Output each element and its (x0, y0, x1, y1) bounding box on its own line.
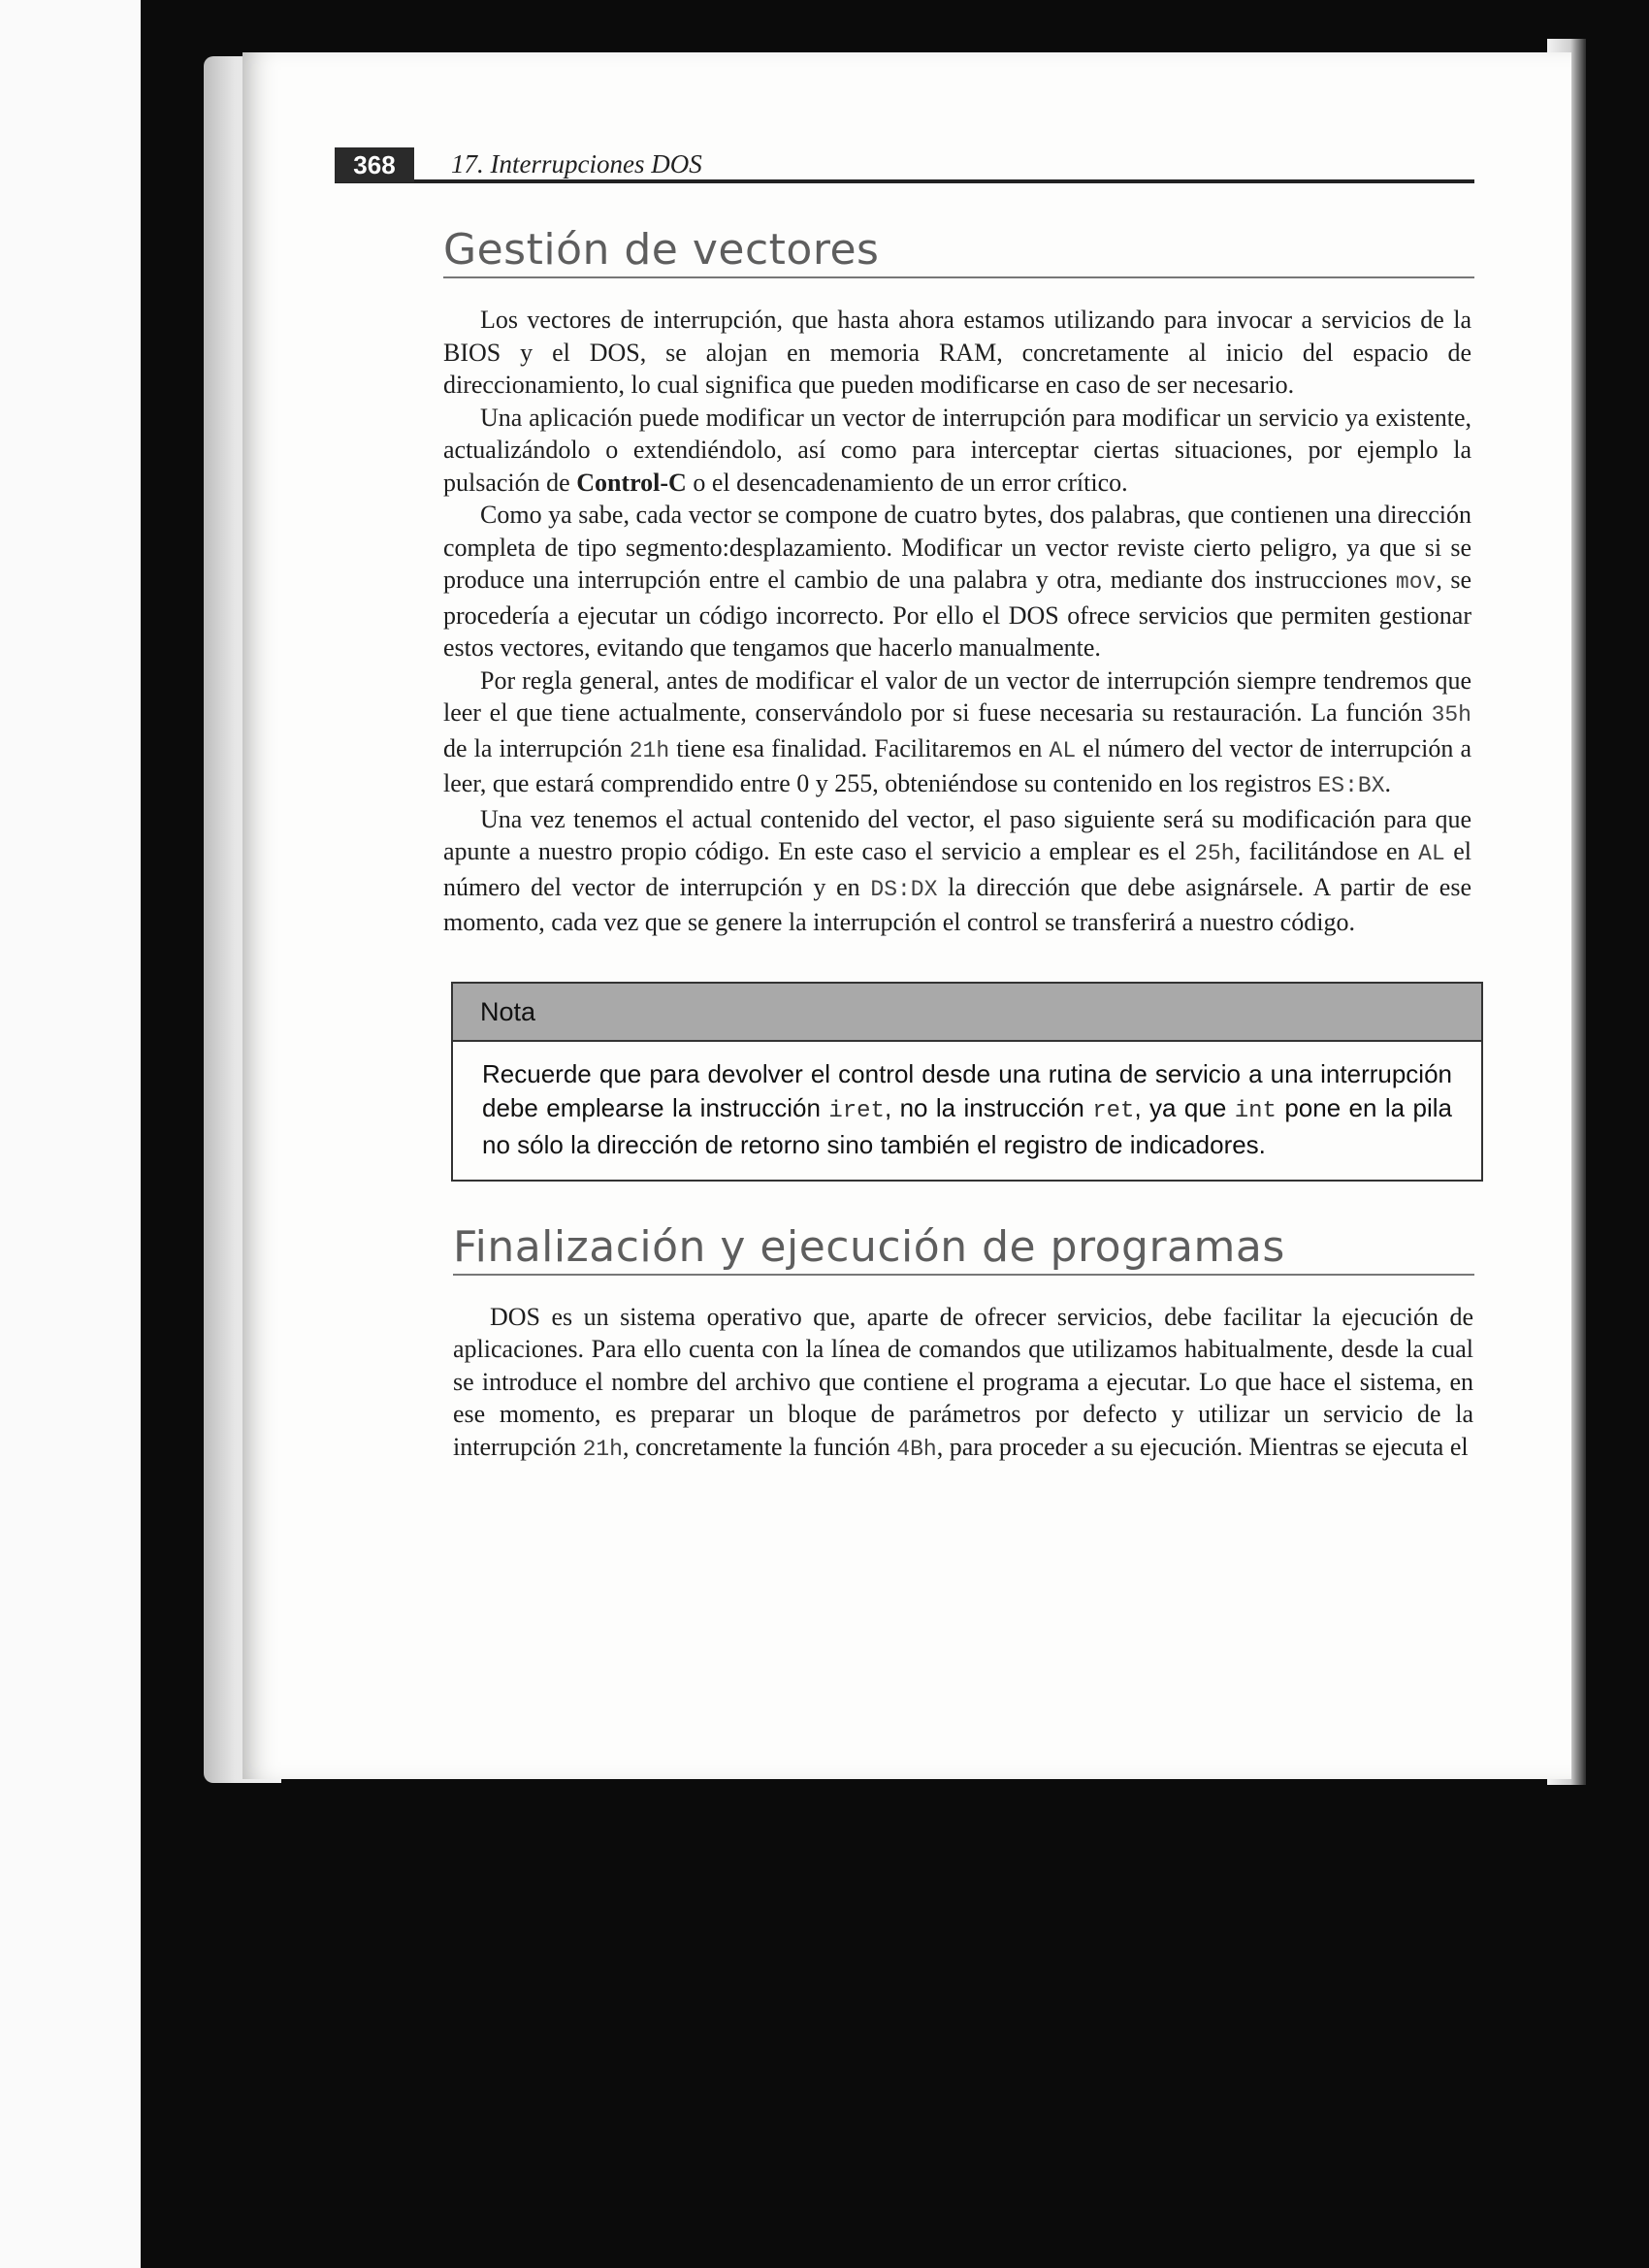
text: , facilitándose en (1234, 837, 1419, 865)
inline-code: DS:DX (870, 876, 938, 902)
paragraph (443, 304, 1471, 402)
text: o el desencadenamiento de un error crítico. (686, 468, 1128, 497)
inline-code: iret (828, 1097, 885, 1124)
inline-code: 35h (1431, 702, 1471, 728)
text: Por regla general, antes de modificar el valor de un vector de interrupción siempre tendremos que leer el que tiene actualmente, conservándolo por si fuese necesaria su restauración. La función (443, 665, 1471, 727)
text: Como ya sabe, cada vector se compone de cuatro bytes, dos palabras, que contienen una dirección completa de tipo segmento:desplazamiento. Modificar un vector reviste cierto peligro, ya que si se produce una interrupción entre el cambio de una palabra y otra, mediante dos instrucciones (443, 501, 1471, 594)
text: , se procedería a ejecutar un código incorrecto. Por ello el DOS ofrece servicios que permiten gestionar estos vectores, evitando que tengamos que hacerlo manualmente. (443, 566, 1471, 662)
paragraph (443, 402, 1471, 500)
text: el número del vector de interrupción y en (443, 837, 1471, 901)
inline-code: int (1234, 1097, 1277, 1124)
inline-code: 25h (1194, 841, 1235, 866)
text: el número del vector de interrupción a leer, que estará comprendido entre 0 y 255, obteniéndose su contenido en los registros (443, 733, 1471, 797)
text: , concretamente la función (623, 1432, 897, 1461)
inline-code: 4Bh (896, 1436, 937, 1462)
page-number: 368 (335, 147, 414, 182)
paragraph (443, 664, 1471, 803)
text: Una aplicación puede modificar un vector de interrupción para modificar un servicio ya existente, actualizándolo o extendiéndolo, así como para interceptar ciertas situaciones, por ejemplo la pulsación de (443, 403, 1471, 497)
paragraph (453, 1301, 1473, 1467)
text: , para proceder a su ejecución. Mientras se ejecuta el (936, 1432, 1469, 1461)
running-header (335, 146, 1479, 184)
text: Los vectores de interrupción, que hasta ahora estamos utilizando para invocar a servicios de la BIOS y el DOS, se alojan en memoria RAM, concretamente al inicio del espacio de direccionamiento, lo cual significa que pueden modificarse en caso de ser necesario. (443, 306, 1471, 399)
inline-code: mov (1395, 569, 1437, 595)
section-body-gestion-vectores (443, 304, 1471, 939)
text: DOS es un sistema operativo que, aparte de ofrecer servicios, debe facilitar la ejecución de aplicaciones. Para ello cuenta con la línea de comandos que utilizamos habitualmente, desde la cual se introduce el nombre del archivo que contiene el programa a ejecutar. Lo que hace el sistema, en ese momento, es preparar un bloque de parámetros por defecto y utilizar un servicio de la interrupción (453, 1302, 1473, 1461)
inline-code: 21h (629, 737, 670, 763)
keyboard-shortcut: Control-C (576, 468, 687, 497)
text: . (1384, 769, 1391, 797)
section-title-finalizacion-ejecucion: Finalización y ejecución de programas (453, 1222, 1474, 1276)
text: Una vez tenemos el actual contenido del vector, el paso siguiente será su modificación para que apunte a nuestro propio código. En este caso el servicio a emplear es el (443, 804, 1471, 865)
note-text (453, 1042, 1481, 1180)
inline-code: 21h (582, 1436, 623, 1462)
chapter-title: 17. Interrupciones DOS (451, 149, 702, 178)
text: tiene esa finalidad. Facilitaremos en (669, 733, 1050, 762)
text: la dirección que debe asignársele. A partir de ese momento, cada vez que se genere la interrupción el control se transferirá a nuestro código. (443, 872, 1472, 936)
paragraph (443, 499, 1471, 664)
text: , no la instrucción (884, 1092, 1093, 1122)
section-title-gestion-vectores: Gestión de vectores (443, 225, 1474, 278)
note-title: Nota (453, 984, 1481, 1042)
text: , ya que (1134, 1092, 1235, 1122)
page-content (335, 146, 1479, 1466)
inline-code: AL (1418, 841, 1445, 866)
text: de la interrupción (443, 733, 630, 762)
note-box (451, 982, 1483, 1182)
text: Recuerde que para devolver el control desde una rutina de servicio a una interrupción debe emplearse la instrucción (482, 1058, 1452, 1122)
paragraph (443, 803, 1471, 939)
inline-code: ret (1092, 1097, 1135, 1124)
scan-left-margin (0, 0, 141, 2268)
inline-code: AL (1049, 737, 1077, 763)
text: pone en la pila no sólo la dirección de retorno sino también el registro de indicadores. (482, 1092, 1452, 1159)
inline-code: ES:BX (1317, 773, 1385, 798)
section-body-finalizacion-ejecucion (453, 1301, 1473, 1467)
